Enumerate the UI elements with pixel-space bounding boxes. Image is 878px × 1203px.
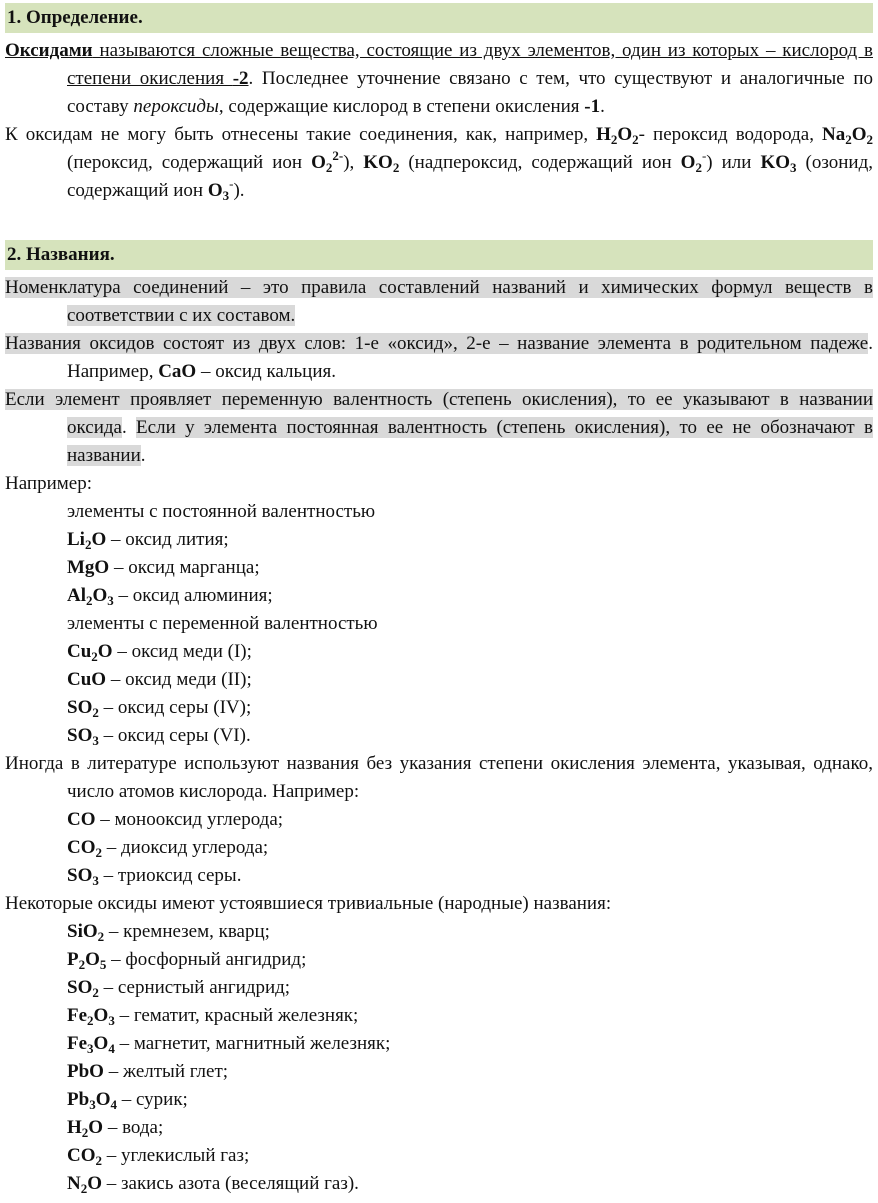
list-item [5,694,873,722]
formula-ko3: $KO_3$ [760,152,797,175]
variable-valence-label: элементы с переменной валентностью [67,613,378,634]
item-text: – вода; [103,1117,164,1138]
item-text: – оксид меди (II); [106,669,252,690]
naming-text-b: . Например, [67,333,873,382]
item-text: – сурик; [116,1089,188,1110]
formula-n2o: $N_2O$ [67,1173,103,1196]
list-item [5,974,873,1002]
formula-mgo: MgO [67,557,110,578]
constant-valence-label: элементы с постоянной валентностью [67,501,376,522]
list-item [5,638,873,666]
formula-h2o: $H_2O$ [67,1117,104,1140]
definition-text-d: . [600,96,605,117]
valence-text-c: Если у элемента постоянная валентность (степень окисления), то ее не обозначают в названии [67,417,873,466]
formula-pbo: PbO [67,1061,104,1082]
ion-ozonide: $O_3$ [207,180,230,203]
section-1-heading: 1. Определение. [5,3,873,33]
item-text: – оксид марганца; [109,557,260,578]
section-2-heading: 2. Названия. [5,240,873,270]
list-item [5,554,873,582]
list-item [5,526,873,554]
exclusions-text-c: (пероксид, содержащий ион [67,152,312,173]
ion-peroxide: $O_2^{2-}$ [311,148,344,175]
item-text: – монооксид углерода; [95,809,284,830]
formula-fe3o4: $Fe_3O_4$ [67,1033,115,1056]
item-text: – оксид лития; [106,529,229,550]
exclusions-text-e: (надпероксид, содержащий ион [399,152,681,173]
item-text: – триоксид серы. [98,865,242,886]
formula-cao: CaO [158,361,197,382]
formula-co: CO [67,809,96,830]
formula-so3-tri: $SO_3$ [67,865,99,888]
atom-count-paragraph: Иногда в литературе используют названия без указания степени окисления элемента, указывая, однако, число атомов кислорода. Например: [5,753,873,802]
formula-li2o: $Li_2O$ [67,529,107,552]
list-item [5,946,873,974]
list-item [5,1086,873,1114]
list-item [5,918,873,946]
exclusions-text-f: ) или [706,152,761,173]
exclusions-text-b: - пероксид водорода, [638,124,822,145]
definition-paragraph [5,37,873,121]
term-oxides: Оксидами [5,40,93,61]
valence-text-a: Если элемент проявляет переменную валентность (степень окисления), то ее указывают в названии оксида [5,389,873,438]
charge-ozonide: - [229,176,234,191]
list-item [5,1030,873,1058]
list-item [5,834,873,862]
definition-text-b: . Последнее уточнение связано с тем, что существуют и аналогичные по составу [67,68,873,117]
document-page [0,3,878,1198]
naming-text-c: – оксид кальция. [196,361,336,382]
formula-na2o2: $Na_2O_2$ [821,124,873,147]
naming-paragraph [5,330,873,386]
formula-so2: $SO_2$ [67,697,99,720]
formula-sio2: SiO$_2$ [67,921,105,944]
nomenclature-text: Номенклатура соединений – это правила составлений названий и химических формул веществ в соответствии с их составом. [5,277,873,326]
exclusions-text-g: (озонид, содержащий ион [67,152,873,201]
valence-text-d: . [140,445,146,466]
list-item [5,806,873,834]
item-text: – углекислый газ; [102,1145,250,1166]
exclusions-text-a: К оксидам не могу быть отнесены такие соединения, как, например, [5,124,597,145]
exclusions-paragraph [5,121,873,205]
item-text: – оксид алюминия; [113,585,273,606]
item-text: – сернистый ангидрид; [98,977,291,998]
list-item [5,862,873,890]
item-text: – желтый глет; [103,1061,229,1082]
exclusions-text-d: ), [343,152,364,173]
formula-al2o3: $Al_2O_3$ [67,585,114,608]
list-item [5,1114,873,1142]
oxidation-state-minus-1: -1 [584,96,601,117]
definition-text-c: , содержащие кислород в степени окисления [218,96,585,117]
list-item [5,666,873,694]
valence-paragraph [5,386,873,470]
formula-ko2: $KO_2$ [363,152,400,175]
definition-text-a: называются сложные вещества, состоящие из двух элементов, один из которых – кислород в степени окисления [67,40,873,89]
item-text: – оксид серы (VI). [98,725,251,746]
formula-co2: $CO_2$ [67,837,102,860]
charge-peroxide: 2- [332,148,344,163]
formula-co2-trivial: $CO_2$ [67,1145,102,1168]
term-peroxides: пероксиды [133,96,219,117]
oxidation-state-minus-2: -2 [232,68,249,89]
formula-cu2o: $Cu_2O$ [67,641,113,664]
item-text: – гематит, красный железняк; [114,1005,359,1026]
ion-superoxide: $O_2$ [680,152,702,175]
formula-fe2o3: $Fe_2O_3$ [67,1005,115,1028]
item-text: – оксид серы (IV); [98,697,252,718]
list-item [5,1142,873,1170]
naming-text-a: Названия оксидов состоят из двух слов: 1-е «оксид», 2-е – название элемента в родительном падеже [5,333,869,354]
charge-superoxide: - [701,148,707,163]
trivial-names-paragraph: Некоторые оксиды имеют устоявшиеся тривиальные (народные) названия: [5,893,612,914]
valence-text-b: . [121,417,137,438]
formula-cuo: CuO [67,669,107,690]
formula-h2o2: $H_2O_2$ [596,124,639,147]
formula-so2-trivial: $SO_2$ [67,977,99,1000]
list-item [5,582,873,610]
nomenclature-paragraph [5,274,873,330]
formula-so3: $SO_3$ [67,725,99,748]
list-item [5,722,873,750]
list-item [5,1002,873,1030]
item-text: – оксид меди (I); [112,641,252,662]
list-item [5,1170,873,1198]
item-text: – магнетит, магнитный железняк; [114,1033,391,1054]
item-text: – диоксид углерода; [102,837,269,858]
list-item [5,1058,873,1086]
formula-pb3o4: $Pb_3O_4$ [67,1089,117,1112]
exclusions-text-h: ). [233,180,245,201]
example-intro: Например: [5,473,92,494]
item-text: – кремнезем, кварц; [104,921,270,942]
formula-p2o5: $P_2O_5$ [67,949,107,972]
item-text: – фосфорный ангидрид; [106,949,307,970]
item-text: – закись азота (веселящий газ). [102,1173,359,1194]
